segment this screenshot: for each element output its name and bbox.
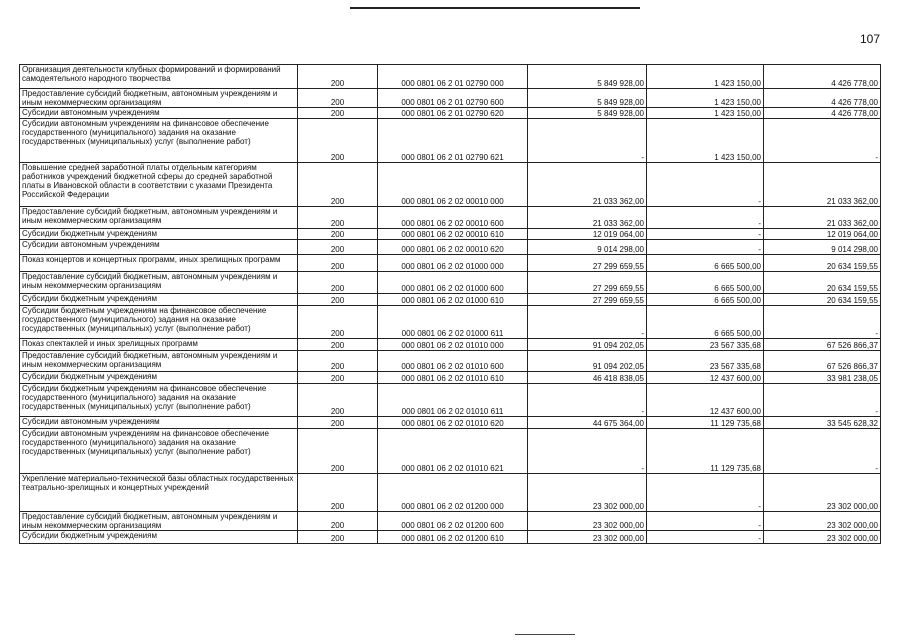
table-row [20, 65, 881, 89]
row-executed-amount: 6 665 500,00 [647, 255, 764, 272]
table-row [20, 163, 881, 207]
row-total-amount: - [528, 429, 647, 474]
row-total-amount: 5 849 928,00 [528, 89, 647, 108]
row-code: 200 [298, 119, 378, 163]
row-kbk: 000 0801 06 2 02 01010 000 [378, 339, 528, 351]
table-row [20, 306, 881, 339]
row-total-amount: 91 094 202,05 [528, 351, 647, 372]
row-kbk: 000 0801 06 2 01 02790 620 [378, 108, 528, 119]
row-code: 200 [298, 306, 378, 339]
table-row [20, 512, 881, 531]
row-executed-amount: 1 423 150,00 [647, 119, 764, 163]
row-remaining-amount: 20 634 159,55 [764, 255, 881, 272]
row-kbk: 000 0801 06 2 02 01010 620 [378, 417, 528, 429]
row-executed-amount: 23 567 335,68 [647, 339, 764, 351]
row-code: 200 [298, 294, 378, 306]
row-total-amount: - [528, 306, 647, 339]
row-kbk: 000 0801 06 2 02 01010 611 [378, 384, 528, 417]
table-row [20, 417, 881, 429]
row-total-amount: 23 302 000,00 [528, 512, 647, 531]
row-code: 200 [298, 512, 378, 531]
row-total-amount: 9 014 298,00 [528, 240, 647, 255]
row-remaining-amount: 23 302 000,00 [764, 531, 881, 544]
row-remaining-amount: 9 014 298,00 [764, 240, 881, 255]
row-kbk: 000 0801 06 2 01 02790 000 [378, 65, 528, 89]
row-executed-amount: 23 567 335,68 [647, 351, 764, 372]
row-total-amount: 27 299 659,55 [528, 294, 647, 306]
row-total-amount: 46 418 838,05 [528, 372, 647, 384]
row-executed-amount: - [647, 474, 764, 512]
row-remaining-amount: 20 634 159,55 [764, 294, 881, 306]
row-total-amount: 91 094 202,05 [528, 339, 647, 351]
table-row [20, 89, 881, 108]
row-kbk: 000 0801 06 2 02 01200 000 [378, 474, 528, 512]
row-name: Субсидии бюджетным учреждениям [20, 294, 298, 306]
row-name: Субсидии автономным учреждениям [20, 417, 298, 429]
row-remaining-amount: 23 302 000,00 [764, 474, 881, 512]
row-executed-amount: - [647, 207, 764, 229]
row-kbk: 000 0801 06 2 02 01000 000 [378, 255, 528, 272]
row-code: 200 [298, 417, 378, 429]
row-code: 200 [298, 384, 378, 417]
row-name: Показ концертов и концертных программ, иных зрелищных программ [20, 255, 298, 272]
row-total-amount: 5 849 928,00 [528, 108, 647, 119]
row-executed-amount: - [647, 531, 764, 544]
row-executed-amount: 6 665 500,00 [647, 294, 764, 306]
table-row [20, 229, 881, 240]
table-row [20, 339, 881, 351]
row-total-amount: 23 302 000,00 [528, 531, 647, 544]
row-kbk: 000 0801 06 2 01 02790 600 [378, 89, 528, 108]
row-executed-amount: - [647, 240, 764, 255]
row-total-amount: 27 299 659,55 [528, 272, 647, 294]
row-kbk: 000 0801 06 2 02 01000 611 [378, 306, 528, 339]
table-row [20, 108, 881, 119]
row-name: Предоставление субсидий бюджетным, автономным учреждениям и иным некоммерческим организациям [20, 351, 298, 372]
row-code: 200 [298, 89, 378, 108]
row-remaining-amount: 21 033 362,00 [764, 207, 881, 229]
header-rule [350, 7, 640, 9]
row-remaining-amount: 4 426 778,00 [764, 108, 881, 119]
row-kbk: 000 0801 06 2 02 00010 620 [378, 240, 528, 255]
row-name: Субсидии автономным учреждениям [20, 108, 298, 119]
row-total-amount: 5 849 928,00 [528, 65, 647, 89]
row-remaining-amount: 67 526 866,37 [764, 339, 881, 351]
row-executed-amount: 1 423 150,00 [647, 108, 764, 119]
row-kbk: 000 0801 06 2 02 01200 610 [378, 531, 528, 544]
row-kbk: 000 0801 06 2 02 01010 610 [378, 372, 528, 384]
row-executed-amount: - [647, 512, 764, 531]
row-code: 200 [298, 207, 378, 229]
row-executed-amount: 11 129 735,68 [647, 417, 764, 429]
row-total-amount: 44 675 364,00 [528, 417, 647, 429]
row-kbk: 000 0801 06 2 02 00010 610 [378, 229, 528, 240]
row-name: Организация деятельности клубных формирований и формирований самодеятельного народного творчества [20, 65, 298, 89]
row-name: Субсидии автономным учреждениям на финансовое обеспечение государственного (муниципального) задания на оказание государственных (муниципальных) услуг (выполнение работ) [20, 429, 298, 474]
row-name: Предоставление субсидий бюджетным, автономным учреждениям и иным некоммерческим организациям [20, 512, 298, 531]
row-total-amount: 21 033 362,00 [528, 163, 647, 207]
row-name: Субсидии бюджетным учреждениям на финансовое обеспечение государственного (муниципального) задания на оказание государственных (муниципальных) услуг (выполнение работ) [20, 306, 298, 339]
table-row [20, 372, 881, 384]
row-remaining-amount: 20 634 159,55 [764, 272, 881, 294]
row-name: Субсидии автономным учреждениям [20, 240, 298, 255]
table-row [20, 272, 881, 294]
row-total-amount: 21 033 362,00 [528, 207, 647, 229]
row-name: Предоставление субсидий бюджетным, автономным учреждениям и иным некоммерческим организациям [20, 272, 298, 294]
row-kbk: 000 0801 06 2 02 01000 600 [378, 272, 528, 294]
row-code: 200 [298, 429, 378, 474]
row-code: 200 [298, 163, 378, 207]
budget-table-body [20, 65, 881, 544]
row-name: Субсидии бюджетным учреждениям [20, 229, 298, 240]
row-name: Показ спектаклей и иных зрелищных программ [20, 339, 298, 351]
row-code: 200 [298, 65, 378, 89]
row-executed-amount: 11 129 735,68 [647, 429, 764, 474]
row-code: 200 [298, 474, 378, 512]
row-name: Субсидии автономным учреждениям на финансовое обеспечение государственного (муниципального) задания на оказание государственных (муниципальных) услуг (выполнение работ) [20, 119, 298, 163]
row-name: Предоставление субсидий бюджетным, автономным учреждениям и иным некоммерческим организациям [20, 207, 298, 229]
table-row [20, 429, 881, 474]
table-row [20, 531, 881, 544]
row-remaining-amount: - [764, 119, 881, 163]
table-row [20, 207, 881, 229]
row-total-amount: 27 299 659,55 [528, 255, 647, 272]
row-remaining-amount: 4 426 778,00 [764, 65, 881, 89]
row-code: 200 [298, 108, 378, 119]
row-executed-amount: 1 423 150,00 [647, 65, 764, 89]
row-remaining-amount: 23 302 000,00 [764, 512, 881, 531]
row-remaining-amount: - [764, 429, 881, 474]
row-total-amount: 23 302 000,00 [528, 474, 647, 512]
row-name: Субсидии бюджетным учреждениям [20, 531, 298, 544]
table-row [20, 240, 881, 255]
row-code: 200 [298, 339, 378, 351]
page-number: 107 [859, 32, 880, 46]
table-row [20, 384, 881, 417]
row-code: 200 [298, 240, 378, 255]
row-name: Предоставление субсидий бюджетным, автономным учреждениям и иным некоммерческим организациям [20, 89, 298, 108]
row-code: 200 [298, 272, 378, 294]
budget-table [19, 64, 881, 544]
row-name: Укрепление материально-технической базы областных государственных театрально-зрелищных и концертных учреждений [20, 474, 298, 512]
row-code: 200 [298, 229, 378, 240]
row-executed-amount: - [647, 163, 764, 207]
row-name: Субсидии бюджетным учреждениям на финансовое обеспечение государственного (муниципального) задания на оказание государственных (муниципальных) услуг (выполнение работ) [20, 384, 298, 417]
table-row [20, 255, 881, 272]
table-row [20, 474, 881, 512]
row-code: 200 [298, 255, 378, 272]
row-total-amount: 12 019 064,00 [528, 229, 647, 240]
row-kbk: 000 0801 06 2 02 01000 610 [378, 294, 528, 306]
row-executed-amount: - [647, 229, 764, 240]
row-kbk: 000 0801 06 2 02 01200 600 [378, 512, 528, 531]
row-executed-amount: 12 437 600,00 [647, 372, 764, 384]
row-code: 200 [298, 531, 378, 544]
row-remaining-amount: 21 033 362,00 [764, 163, 881, 207]
row-executed-amount: 1 423 150,00 [647, 89, 764, 108]
table-row [20, 294, 881, 306]
row-executed-amount: 6 665 500,00 [647, 272, 764, 294]
row-kbk: 000 0801 06 2 02 01010 600 [378, 351, 528, 372]
row-kbk: 000 0801 06 2 02 00010 600 [378, 207, 528, 229]
row-executed-amount: 6 665 500,00 [647, 306, 764, 339]
row-remaining-amount: 4 426 778,00 [764, 89, 881, 108]
row-remaining-amount: 67 526 866,37 [764, 351, 881, 372]
row-remaining-amount: - [764, 306, 881, 339]
row-remaining-amount: 33 981 238,05 [764, 372, 881, 384]
row-remaining-amount: 33 545 628,32 [764, 417, 881, 429]
row-code: 200 [298, 372, 378, 384]
table-row [20, 351, 881, 372]
row-total-amount: - [528, 119, 647, 163]
row-kbk: 000 0801 06 2 01 02790 621 [378, 119, 528, 163]
table-row [20, 119, 881, 163]
row-name: Субсидии бюджетным учреждениям [20, 372, 298, 384]
row-kbk: 000 0801 06 2 02 00010 000 [378, 163, 528, 207]
row-executed-amount: 12 437 600,00 [647, 384, 764, 417]
footer-rule [515, 634, 575, 635]
row-total-amount: - [528, 384, 647, 417]
row-kbk: 000 0801 06 2 02 01010 621 [378, 429, 528, 474]
row-remaining-amount: 12 019 064,00 [764, 229, 881, 240]
row-name: Повышение средней заработной платы отдельным категориям работников учреждений бюджетной сферы до средней заработной платы в Ивановской области в соответствии с указами Президента Российской Федерации [20, 163, 298, 207]
row-remaining-amount: - [764, 384, 881, 417]
row-code: 200 [298, 351, 378, 372]
